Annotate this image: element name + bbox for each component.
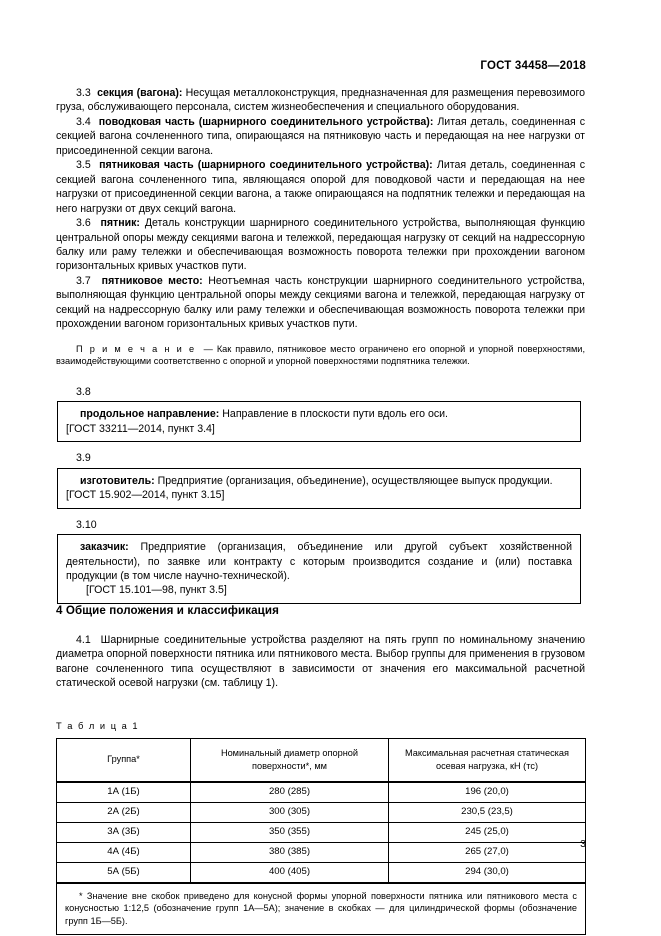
column-header-group: Группа* [57,738,191,782]
definition-text: Несущая металлоконструкция, предназначенная для размещения перевозимого груза, обслуживающего персонала, систем жизнеобеспечения и специального оборудования. [56,87,585,114]
definition-3-5 [56,158,585,216]
column-header-diameter: Номинальный диаметр опорной поверхности*, мм [191,738,389,782]
definition-term: секция (вагона): [97,87,183,99]
clause-text: Шарнирные соединительные устройства разделяют на пять групп по номинальному значению диаметра опорной поверхности пятника или пятникового места. Выбор группы для применения в грузовом вагоне сочлененного типа осуществляют в зависимости от значения его максимальной расчетной статической осевой нагрузки (см. таблицу 1). [56,633,586,690]
boxed-definition-text: Направление в плоскости пути вдоль его оси. [222,408,449,421]
cell-diameter: 380 (385) [191,842,389,862]
cell-group: 2А (2Б) [57,802,191,822]
cell-diameter: 280 (285) [191,782,389,803]
cell-diameter: 300 (305) [191,802,389,822]
boxed-definition-reference: [ГОСТ 15.101—98, пункт 3.5] [86,584,227,597]
boxed-definition-text: Предприятие (организация, объединение или другой субъект хозяйственной деятельности), по заявке или контракту с которым производится создание и (или) поставка продукции (в том числе научно-технической). [66,541,572,582]
classification-table [56,738,586,936]
table-footnote-row [57,883,586,935]
boxed-definition-number-3-9: 3.9 [76,452,91,465]
cell-group: 3А (3Б) [57,822,191,842]
table-caption: Т а б л и ц а 1 [56,720,140,731]
cell-load: 265 (27,0) [389,842,586,862]
standard-code: ГОСТ 34458—2018 [480,60,586,72]
definition-number: 3.5 [76,159,91,172]
boxed-definition-reference: [ГОСТ 33211—2014, пункт 3.4] [66,422,215,435]
note-text: Как правило, пятниковое место ограничено его опорной и упорной поверхностями, взаимодействующими соответственно с опорной и упорной поверхностями подпятника тележки. [56,343,585,367]
clause-4-1 [56,633,585,691]
table-body [57,782,586,935]
definition-term: пятниковое место: [101,274,203,287]
cell-load: 230,5 (23,5) [389,802,586,822]
definition-text: Литая деталь, соединенная с секцией вагона сочлененного типа, являющаяся опорой для поводковой части и передающая на нее нагрузки от присоединенной секции вагона, а также опирающаяся на подпятник тележки и передающая на него нагрузки от двух секций вагона. [56,159,586,215]
clause-number: 4.1 [76,633,91,646]
definition-3-4 [56,115,585,158]
page-header [40,60,586,72]
definition-text: Неотъемная часть конструкции шарнирного соединительного устройства, выполняющая функцию центральной опоры между секциями вагона и тележкой, передающая нагрузку от секций на надрессорную балку или раму тележки и обеспечивающая возможность поворота тележки при прохождении вагоном горизонтальных кривых участков пути. [56,274,585,331]
cell-load: 245 (25,0) [389,822,586,842]
note-block [56,343,585,368]
boxed-definition-term: продольное направление: [80,408,220,421]
page-number: 3 [580,838,586,850]
table-row [57,738,586,782]
boxed-definition-reference: [ГОСТ 15.902—2014, пункт 3.15] [66,489,225,502]
cell-diameter: 400 (405) [191,862,389,883]
boxed-definition-number-3-10: 3.10 [76,518,97,531]
definition-3-6 [56,216,585,274]
column-header-load: Максимальная расчетная статическая осевая нагрузка, кН (тс) [389,738,586,782]
boxed-definition-3-9 [57,468,581,509]
boxed-definition-3-10 [57,534,581,604]
table-row [57,802,586,822]
boxed-definition-term: изготовитель: [80,474,155,487]
note-dash: — [203,343,213,354]
table-footnote [57,883,586,935]
cell-load: 294 (30,0) [389,862,586,883]
cell-diameter: 350 (355) [191,822,389,842]
definition-term: пятниковая часть (шарнирного соединительного устройства): [99,159,433,172]
definition-3-7 [56,274,585,332]
definition-number: 3.6 [76,217,91,230]
definition-term: поводковая часть (шарнирного соединительного устройства): [98,115,434,128]
boxed-definition-number-3-8: 3.8 [76,385,91,398]
page-content [56,86,585,935]
cell-load: 196 (20,0) [389,782,586,803]
definition-number: 3.4 [76,115,91,128]
definition-text: Литая деталь, соединенная с секцией вагона сочлененного типа, опирающаяся на пятниковую часть и передающая на нее нагрузки от присоединенной секции вагона. [56,115,586,157]
cell-group: 1А (1Б) [57,782,191,803]
note-label: П р и м е ч а н и е [76,343,196,354]
boxed-definition-text: Предприятие (организация, объединение), осуществляющее выпуск продукции. [157,474,553,487]
table-footnote-text: * Значение вне скобок приведено для конусной формы упорной поверхности пятника или пятникового места с конусностью 1:12,5 (обозначение групп 1А—5А); значение в скобках — для цилиндрической формы (обозначение групп 1Б—5Б). [65,890,577,926]
table-row [57,782,586,803]
boxed-definition-3-8 [57,401,581,442]
cell-group: 5А (5Б) [57,862,191,883]
table-row [57,862,586,883]
boxed-definition-term: заказчик: [80,541,129,554]
table-header-row [57,738,586,782]
section-heading-4: 4 Общие положения и классификация [56,603,279,617]
definition-term: пятник: [100,217,140,230]
definition-3-3 [56,86,585,115]
definition-number: 3.7 [76,274,91,287]
cell-group: 4А (4Б) [57,842,191,862]
definition-text: Деталь конструкции шарнирного соединительного устройства, выполняющая функцию центральной опоры между секциями вагона и тележкой, передающая нагрузку от секций на надрессорную балку или раму тележки и обеспечивающая возможность поворота тележки при прохождении вагоном горизонтальных кривых участков пути. [56,217,585,273]
definition-number: 3.3 [76,87,91,99]
